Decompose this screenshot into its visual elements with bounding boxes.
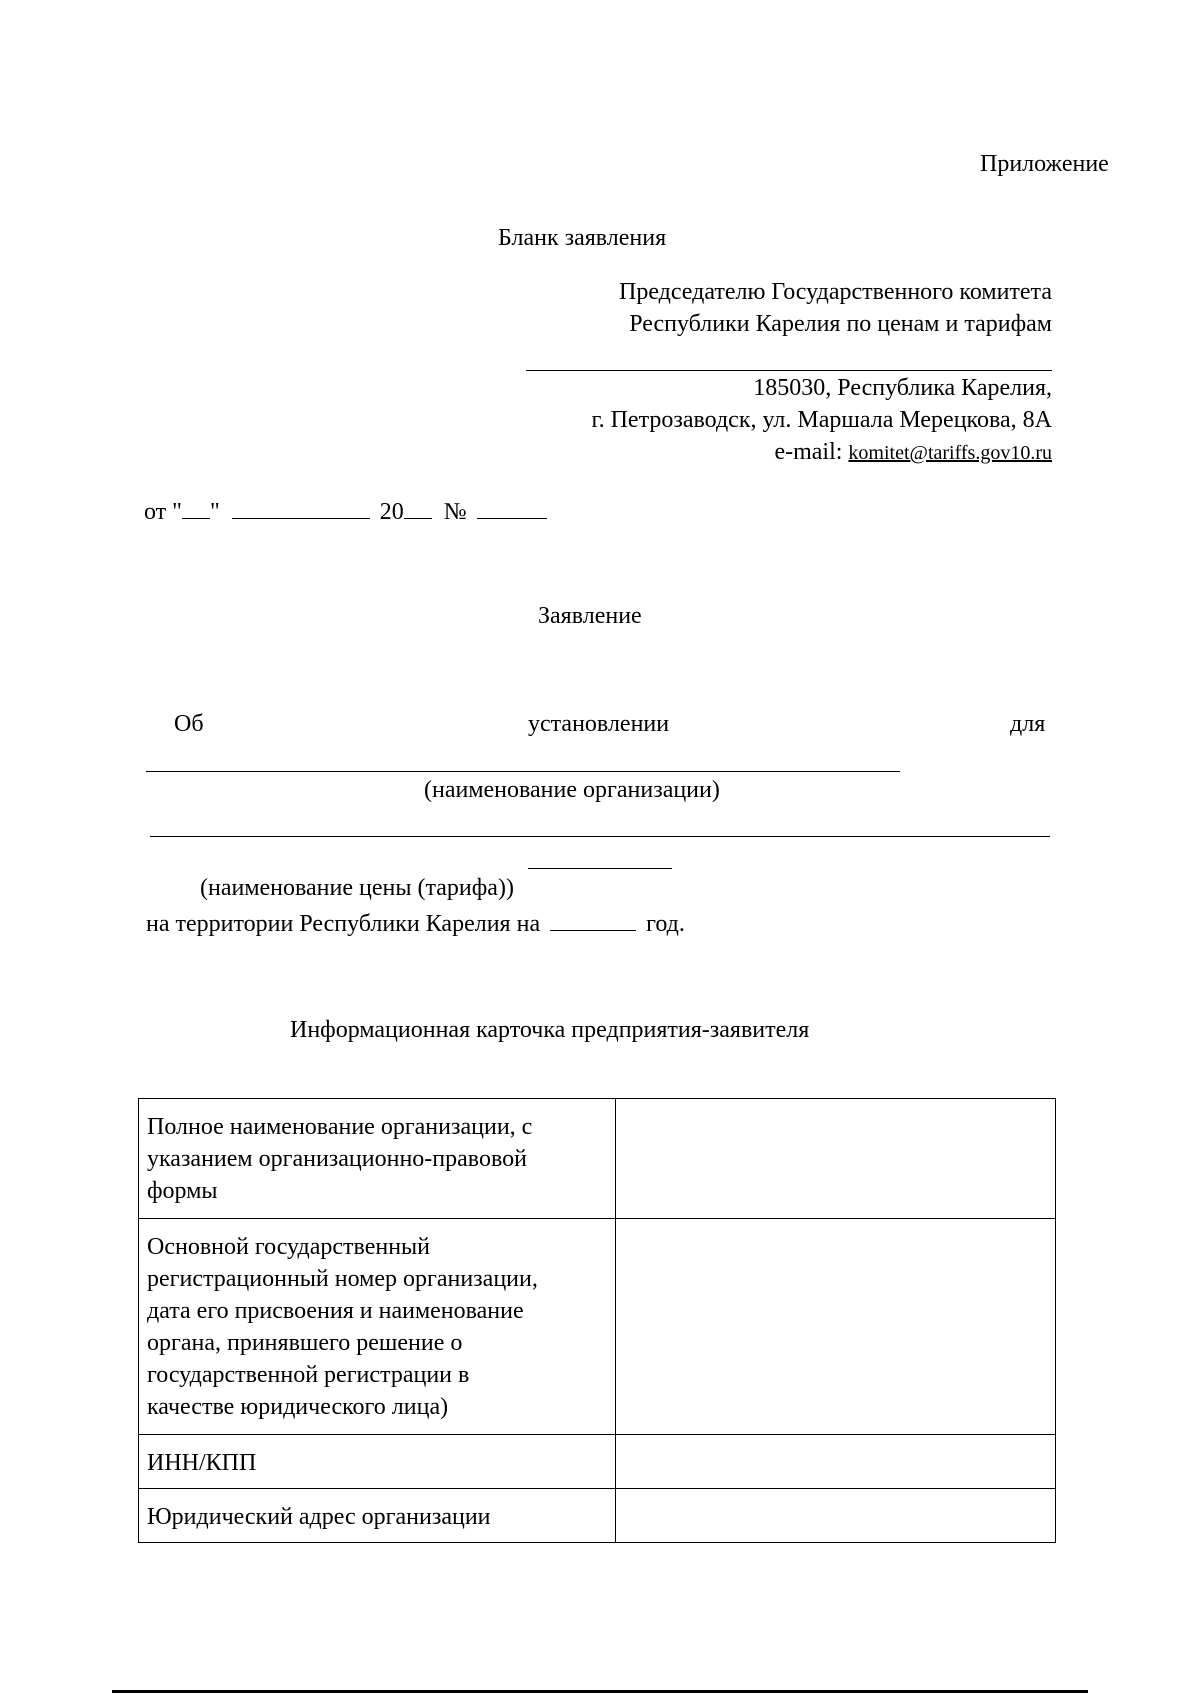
row-value-ogrn[interactable] — [616, 1219, 1056, 1435]
addressee-name-blank[interactable] — [526, 370, 1052, 371]
date-number-line — [144, 494, 547, 528]
addressee-line-1: Председателю Государственного комитета — [618, 279, 1052, 305]
page-bottom-rule — [112, 1690, 1088, 1693]
row-label-ogrn: Основной государственный регистрационный номер организации, дата его присвоения и наименование органа, принявшего решение о государственной регистрации в качестве юридического лица) — [139, 1219, 616, 1435]
price-name-blank-2[interactable] — [528, 868, 672, 869]
table-row — [139, 1489, 1056, 1543]
table-row — [139, 1219, 1056, 1435]
address-line-2: г. Петрозаводск, ул. Маршала Мерецкова, 8А — [591, 407, 1052, 433]
row-value-full-name[interactable] — [616, 1099, 1056, 1219]
territory-suffix: год. — [646, 911, 685, 937]
word-ob: Об — [174, 711, 204, 737]
number-sign: № — [443, 499, 467, 525]
addressee-line-2: Республики Карелия по ценам и тарифам — [629, 311, 1052, 337]
info-card-title: Информационная карточка предприятия-заявителя — [290, 1017, 810, 1043]
row-value-inn-kpp[interactable] — [616, 1435, 1056, 1489]
statement-title: Заявление — [538, 603, 642, 629]
month-blank[interactable] — [232, 494, 370, 519]
info-card-table — [138, 1098, 1056, 1543]
word-ustanovlenii: установлении — [528, 711, 670, 737]
quote-close: " — [209, 499, 220, 525]
number-blank[interactable] — [477, 494, 547, 519]
table-row — [139, 1435, 1056, 1489]
table-row — [139, 1099, 1056, 1219]
row-label-inn-kpp: ИНН/КПП — [139, 1435, 616, 1489]
email-label: e-mail: — [774, 439, 843, 465]
price-name-blank-1[interactable] — [150, 836, 1050, 837]
year-blank[interactable] — [404, 494, 432, 519]
territory-line — [146, 906, 685, 940]
word-dlya: для — [1010, 711, 1046, 737]
from-label: от " — [144, 499, 182, 525]
row-label-legal-address: Юридический адрес организации — [139, 1489, 616, 1543]
territory-prefix: на территории Республики Карелия на — [146, 911, 541, 937]
address-line-1: 185030, Республика Карелия, — [753, 375, 1052, 401]
row-value-legal-address[interactable] — [616, 1489, 1056, 1543]
org-name-hint: (наименование организации) — [424, 777, 720, 803]
appendix-label: Приложение — [980, 151, 1109, 177]
day-blank[interactable] — [182, 494, 210, 519]
form-title: Бланк заявления — [498, 225, 667, 251]
email-link[interactable]: komitet@tariffs.gov10.ru — [848, 442, 1052, 464]
org-name-blank[interactable] — [146, 771, 900, 772]
row-label-full-name: Полное наименование организации, с указанием организационно-правовой формы — [139, 1099, 616, 1219]
year-period-blank[interactable] — [550, 906, 636, 931]
price-name-hint: (наименование цены (тарифа)) — [200, 875, 514, 901]
email-line — [774, 436, 1052, 469]
year-prefix: 20 — [379, 499, 404, 525]
